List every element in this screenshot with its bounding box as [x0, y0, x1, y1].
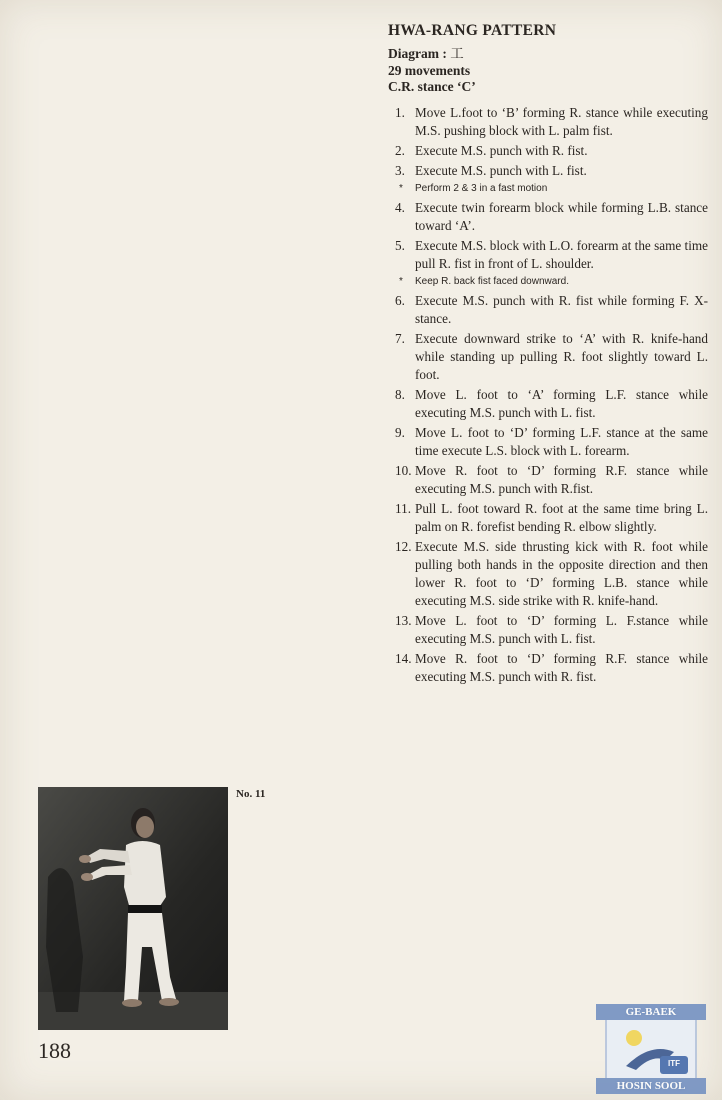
movement-text: Move R. foot to ‘D’ forming R.F. stance while executing M.S. punch with R. fist.	[415, 650, 708, 684]
movement-text: Keep R. back fist faced downward.	[415, 275, 569, 287]
photo-caption: No. 11	[236, 788, 266, 800]
movement-text: Pull L. foot toward R. foot at the same time bring L. palm on R. forefist bending R. elbow slightly.	[415, 500, 708, 534]
watermark-logo	[596, 1004, 706, 1094]
movement-item	[388, 538, 708, 610]
movement-number: 4.	[395, 199, 405, 215]
movement-item	[388, 330, 708, 384]
movement-text: Execute M.S. block with L.O. forearm at the same time pull R. fist in front of L. shoulder.	[415, 237, 708, 271]
movement-note	[388, 182, 708, 196]
practitioner-figure	[38, 787, 228, 1030]
movement-text: Execute M.S. punch with R. fist while forming F. X-stance.	[415, 292, 708, 326]
diagram-label: Diagram :	[388, 46, 447, 61]
logo-badge-text: ITF	[668, 1059, 680, 1068]
movement-text: Move L. foot to ‘D’ forming L. F.stance while executing M.S. punch with L. fist.	[415, 612, 708, 646]
practitioner-photo	[38, 787, 228, 1030]
movement-text: Execute M.S. punch with R. fist.	[415, 142, 588, 158]
movement-item	[388, 162, 708, 180]
movement-item	[388, 424, 708, 460]
movement-number: 6.	[395, 292, 405, 308]
logo-bottom-text: HOSIN SOOL	[616, 1080, 686, 1092]
movement-number: 8.	[395, 386, 405, 402]
movement-item	[388, 199, 708, 235]
movement-item	[388, 650, 708, 686]
movement-text: Perform 2 & 3 in a fast motion	[415, 182, 548, 194]
ready-stance: C.R. stance ‘C’	[388, 79, 476, 94]
movement-text: Move R. foot to ‘D’ forming R.F. stance while executing M.S. punch with R.fist.	[415, 462, 708, 496]
movement-number: 12.	[395, 538, 412, 554]
movement-text: Move L.foot to ‘B’ forming R. stance while executing M.S. pushing block with L. palm fist.	[415, 104, 708, 138]
movement-text: Execute downward strike to ‘A’ with R. knife-hand while standing up pulling R. foot slightly toward L. foot.	[415, 330, 708, 382]
movement-item	[388, 104, 708, 140]
diagram-line	[388, 46, 708, 63]
movement-number: 13.	[395, 612, 412, 628]
movement-list	[388, 104, 708, 686]
movement-number: 14.	[395, 650, 412, 666]
page-number: 188	[38, 1038, 71, 1063]
movement-text: Execute M.S. side thrusting kick with R. foot while pulling both hands in the opposite direction and then lower R. foot to ‘D’ forming L.B. stance while executing M.S. side strike with R. knife-hand.	[415, 538, 708, 608]
movement-number: 10.	[395, 462, 412, 478]
movement-number: 1.	[395, 104, 405, 120]
movement-item	[388, 386, 708, 422]
movement-item	[388, 462, 708, 498]
movement-number: 5.	[395, 237, 405, 253]
movement-item	[388, 292, 708, 328]
movement-text: Execute twin forearm block while forming L.B. stance toward ‘A’.	[415, 199, 708, 233]
logo-top-text: GE-BAEK	[625, 1006, 677, 1018]
movement-item	[388, 612, 708, 648]
diagram-glyph: 工	[450, 46, 464, 61]
movement-number: *	[399, 275, 403, 287]
movement-item	[388, 142, 708, 160]
movement-text: Move L. foot to ‘D’ forming L.F. stance at the same time execute L.S. block with L. forearm.	[415, 424, 708, 458]
movement-number: 3.	[395, 162, 405, 178]
movement-number: 2.	[395, 142, 405, 158]
pattern-title: HWA-RANG PATTERN	[388, 22, 557, 39]
movement-number: 7.	[395, 330, 405, 346]
movement-number: 9.	[395, 424, 405, 440]
movement-item	[388, 237, 708, 273]
movement-note	[388, 275, 708, 289]
movement-text: Move L. foot to ‘A’ forming L.F. stance while executing M.S. punch with L. fist.	[415, 386, 708, 420]
movement-number: 11.	[395, 500, 411, 516]
movement-item	[388, 500, 708, 536]
movement-count: 29 movements	[388, 62, 471, 78]
movement-text: Execute M.S. punch with L. fist.	[415, 162, 587, 178]
pattern-instructions	[388, 22, 708, 688]
movement-number: *	[399, 182, 403, 194]
